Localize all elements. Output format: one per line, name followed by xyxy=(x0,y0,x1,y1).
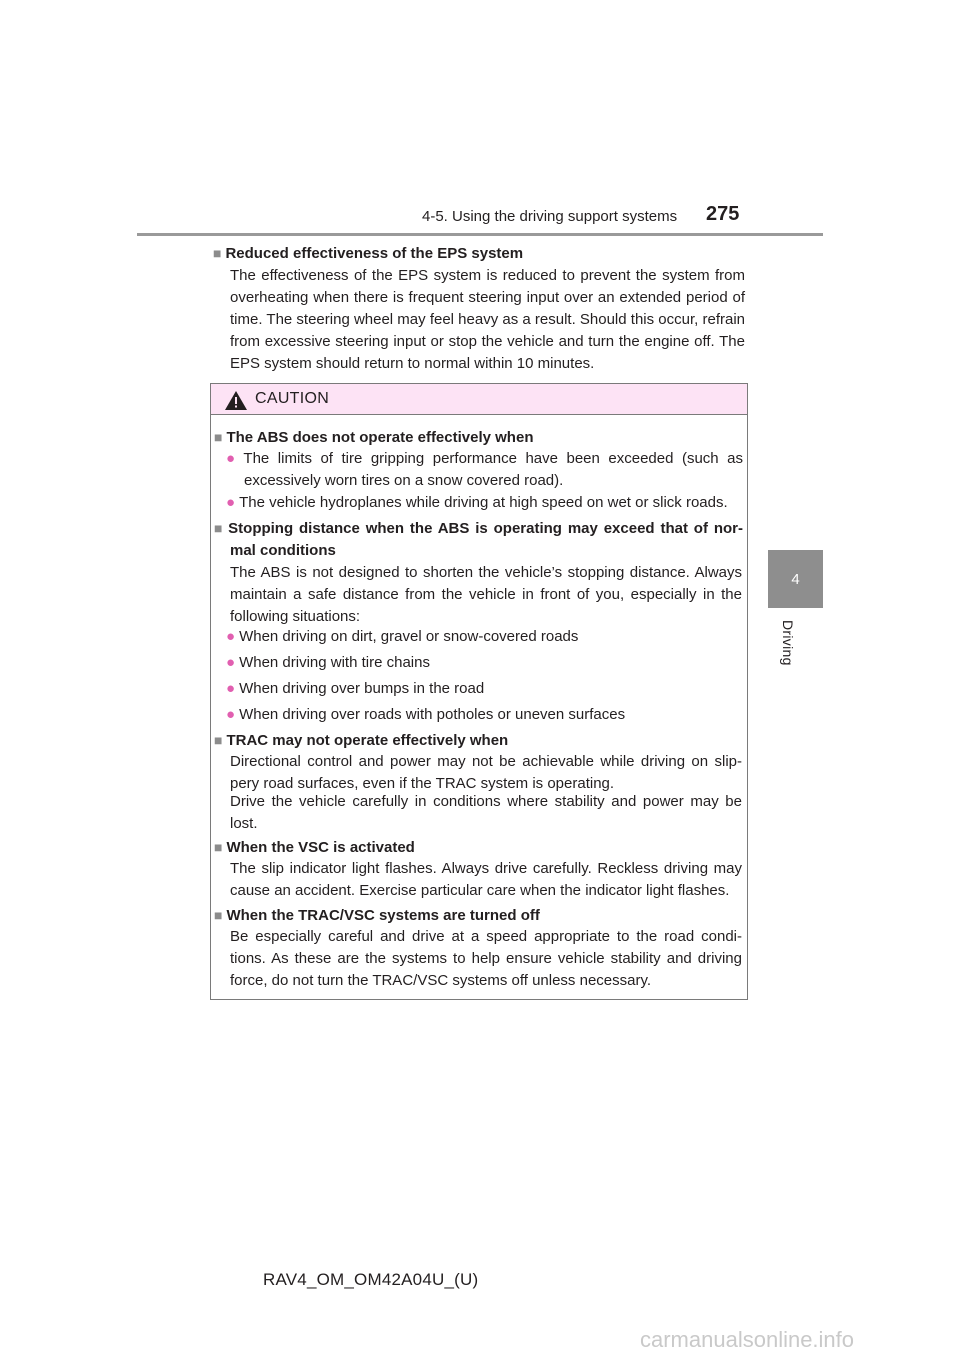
stop-body: The ABS is not designed to shorten the vehicle’s stopping distance. Always maintain a safe distance from the vehicle in front of you, especially in the following situations: xyxy=(230,564,742,625)
square-bullet-icon: ■ xyxy=(214,429,223,445)
watermark: carmanualsonline.info xyxy=(640,1327,855,1352)
caution-title: CAUTION xyxy=(255,390,330,407)
bullet-text: When driving over bumps in the road xyxy=(239,680,485,697)
abs-heading xyxy=(214,426,533,449)
off-heading-text: When the TRAC/VSC systems are turned off xyxy=(226,907,540,924)
trac-body-1: Directional control and power may not be achievable while driving on slip-pery road surfaces, even if the TRAC system is operating. xyxy=(230,753,742,792)
chapter-tab xyxy=(768,550,823,608)
bullet-icon: ● xyxy=(226,706,236,723)
trac-body-2: Drive the vehicle carefully in conditions where stability and power may be lost. xyxy=(230,793,742,832)
list-item xyxy=(226,448,743,492)
bullet-text: When driving with tire chains xyxy=(239,654,430,671)
header-section-title: 4-5. Using the driving support systems xyxy=(422,208,678,225)
bullet-text: The vehicle hydroplanes while driving at high speed on wet or slick roads. xyxy=(239,494,728,511)
square-bullet-icon: ■ xyxy=(213,245,222,261)
eps-heading-text: Reduced effectiveness of the EPS system xyxy=(225,245,524,262)
caution-box xyxy=(210,383,748,1000)
caution-header xyxy=(211,384,747,415)
off-heading xyxy=(214,904,540,927)
square-bullet-icon: ■ xyxy=(214,732,223,748)
bullet-icon: ● xyxy=(226,450,240,467)
square-bullet-icon: ■ xyxy=(214,907,223,923)
off-body: Be especially careful and drive at a speed appropriate to the road condi-tions. As these are the systems to help ensure vehicle stability and driving force, do not turn the TRAC/VSC systems off unless necessary. xyxy=(230,928,742,989)
warning-triangle-icon xyxy=(225,391,247,410)
list-item xyxy=(226,492,751,514)
eps-heading xyxy=(213,242,523,265)
bullet-text: When driving on dirt, gravel or snow-covered roads xyxy=(239,628,579,645)
bullet-text: When driving over roads with potholes or uneven surfaces xyxy=(239,706,626,723)
vsc-heading xyxy=(214,836,415,859)
page-number: 275 xyxy=(706,203,740,225)
vsc-body: The slip indicator light flashes. Always drive carefully. Reckless driving may cause an accident. Exercise particular care when the indicator light flashes. xyxy=(230,860,742,899)
vsc-heading-text: When the VSC is activated xyxy=(226,839,415,856)
bullet-icon: ● xyxy=(226,628,236,645)
chapter-label: Driving xyxy=(780,620,796,666)
bullet-icon: ● xyxy=(226,680,236,697)
stop-heading-text: Stopping distance when the ABS is operating may exceed that of nor-mal conditions xyxy=(228,520,743,559)
list-item xyxy=(226,652,430,674)
square-bullet-icon: ■ xyxy=(214,839,223,855)
stop-heading xyxy=(214,517,743,562)
list-item xyxy=(226,626,578,648)
eps-body: The effectiveness of the EPS system is reduced to prevent the system from overheating when there is frequent steering input over an extended period of time. The steering wheel may feel heavy as a result. Should this occur, refrain from excessive steering input or stop the vehicle and turn the engine off. The EPS system should return to normal within 10 minutes. xyxy=(230,267,745,372)
bullet-text: The limits of tire gripping performance have been exceeded (such as excessively worn tires on a snow covered road). xyxy=(243,450,743,489)
trac-heading-text: TRAC may not operate effectively when xyxy=(226,732,509,749)
trac-heading xyxy=(214,729,508,752)
list-item xyxy=(226,678,484,700)
abs-heading-text: The ABS does not operate effectively when xyxy=(226,429,534,446)
bullet-icon: ● xyxy=(226,654,236,671)
document-id: RAV4_OM_OM42A04U_(U) xyxy=(263,1270,479,1289)
list-item xyxy=(226,704,625,726)
chapter-number: 4 xyxy=(791,570,800,588)
header-divider xyxy=(137,233,823,236)
square-bullet-icon: ■ xyxy=(214,520,225,536)
bullet-icon: ● xyxy=(226,494,236,511)
